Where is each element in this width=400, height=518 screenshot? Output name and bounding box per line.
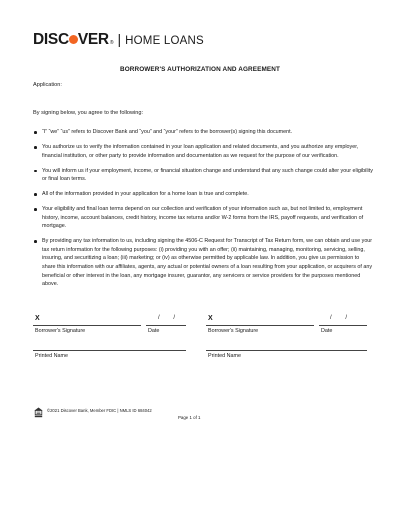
date-line[interactable] [146,325,186,326]
page-number: Page 1 of 1 [178,415,201,420]
borrower-signature-line[interactable] [206,325,314,326]
list-item: All of the information provided in your application for a home loan is true and complete. [33,190,373,199]
date-label: Date [148,328,160,334]
application-label: Application: [33,82,62,88]
footer-copyright: ©2021 Discover Bank, Member FDIC | NMLS ID 684042 [47,408,152,413]
intro-text: By signing below, you agree to the following: [33,110,144,116]
logo-subtitle: HOME LOANS [125,35,204,47]
list-item: By providing any tax information to us, including signing the 4506-C Request for Transcript of Tax Return form, we can obtain and use your tax return information for the following purposes: (i) providing you with an offer; (ii) maintaining, managing, monitoring, servicing, selling, insuring, and securitizing a loan; (iii) marketing; or (iv) as otherwise permitted by applicable law. In addition, you give us permission to share this information with our affiliates, agents, any actual or potential owners of a loan resulting from your application, or acquirers of any beneficial or other interest in the loan, any mortgage insurer, guarantor, any servicers or service providers for the purposes mentioned above. [33,237,373,289]
discover-home-loans-logo [33,31,204,49]
borrower-signature-line[interactable] [33,325,141,326]
borrower-signature-label: Borrower's Signature [208,328,259,334]
printed-name-label: Printed Name [35,353,68,359]
list-item: You authorize us to verify the information contained in your loan application and related documents, and you authorize any employer, financial institution, or other party to provide information and documentation as we request for the purpose of our verification. [33,143,373,160]
logo-brand-text: DISC [33,31,69,48]
equal-housing-lender-icon [34,407,43,418]
logo-separator: | [117,31,122,47]
logo-brand-text-tail: VER [77,31,109,48]
date-slashes: / / [158,315,182,321]
agreement-terms-list [33,128,373,295]
trademark-mark: ® [109,40,114,46]
list-item: Your eligibility and final loan terms depend on our collection and verification of your information such as, but not limited to, employment history, income, account balances, credit history, income tax returns and/or W-2 forms from the IRS, payoff requests, and verification of mortgage. [33,205,373,231]
printed-name-label: Printed Name [208,353,241,359]
logo-orange-dot [69,35,78,44]
date-slashes: / / [330,315,354,321]
printed-name-line[interactable] [33,350,186,351]
printed-name-line[interactable] [206,350,367,351]
signature-x-mark: X [35,315,40,322]
date-line[interactable] [319,325,367,326]
borrower-signature-label: Borrower's Signature [35,328,86,334]
document-title: BORROWER'S AUTHORIZATION AND AGREEMENT [120,66,280,73]
date-label: Date [321,328,333,334]
list-item: “I” “we” “us” refers to Discover Bank and “you” and “your” refers to the borrower(s) signing this document. [33,128,373,137]
signature-x-mark: X [208,315,213,322]
list-item: You will inform us if your employment, income, or financial situation change and understand that any such change could alter your eligibility or final loan terms. [33,167,373,184]
